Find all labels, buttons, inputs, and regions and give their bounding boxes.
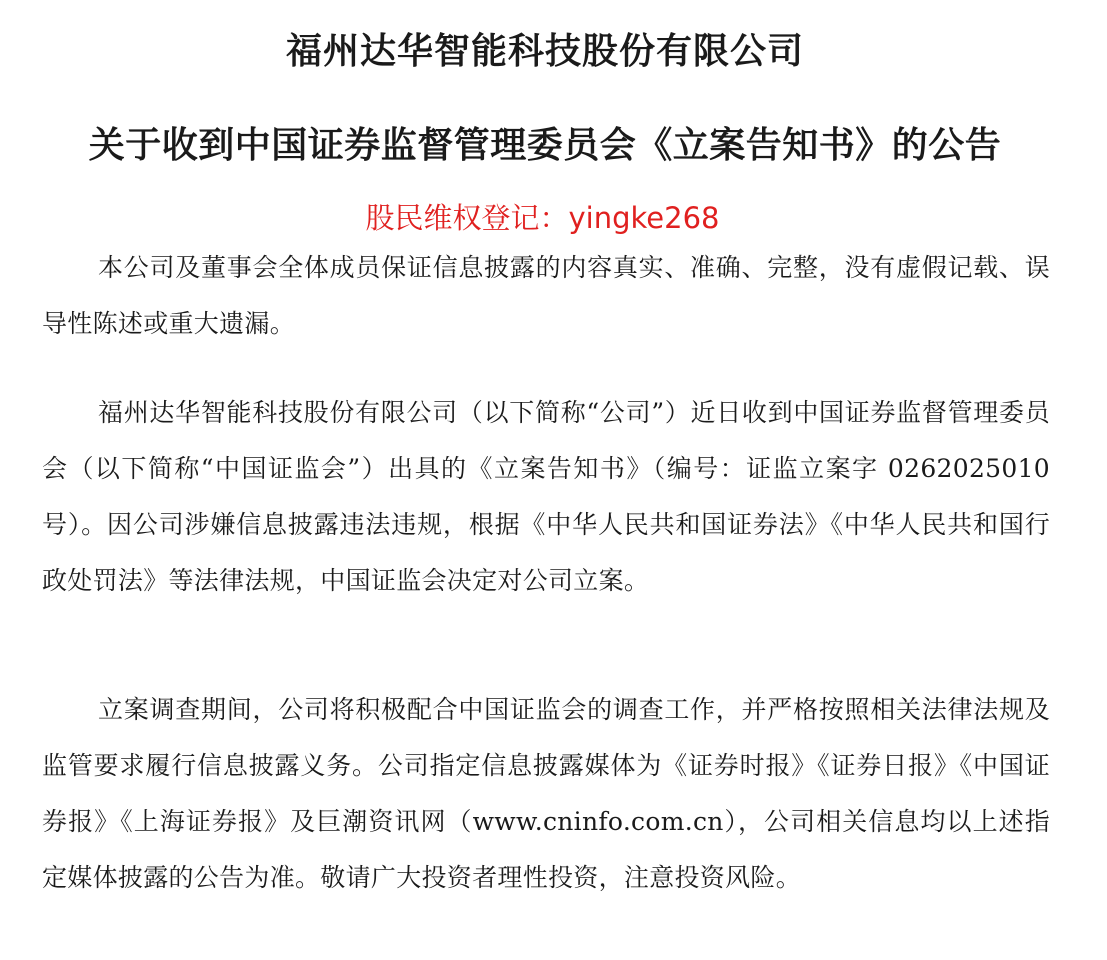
paragraph-investigation-period: 立案调查期间，公司将积极配合中国证监会的调查工作，并严格按照相关法律法规及监管要求履行信息披露义务。公司指定信息披露媒体为《证券时报》《证券日报》《中国证券报》《上海证券报》及巨潮资讯网（www.cninfo.com.cn），公司相关信息均以上述指定媒体披露的公告为准。敬请广大投资者理性投资，注意投资风险。 (42, 695, 1050, 892)
announcement-title: 关于收到中国证券监督管理委员会《立案告知书》的公告 (88, 125, 1002, 166)
company-name-heading: 福州达华智能科技股份有限公司 (285, 31, 804, 72)
paragraph-notice-received: 福州达华智能科技股份有限公司（以下简称“公司”）近日收到中国证券监督管理委员会（以下简称“中国证监会”）出具的《立案告知书》（编号：证监立案字 0262025010 号）。因公司涉嫌信息披露违法违规，根据《中华人民共和国证券法》《中华人民共和国行政处罚法》等法律法规，中国证监会决定对公司立案。 (42, 398, 1050, 595)
paragraph-disclaimer: 本公司及董事会全体成员保证信息披露的内容真实、准确、完整，没有虚假记载、误导性陈述或重大遗漏。 (42, 253, 1050, 338)
watermark-text: 股民维权登记：yingke268 (365, 201, 720, 235)
